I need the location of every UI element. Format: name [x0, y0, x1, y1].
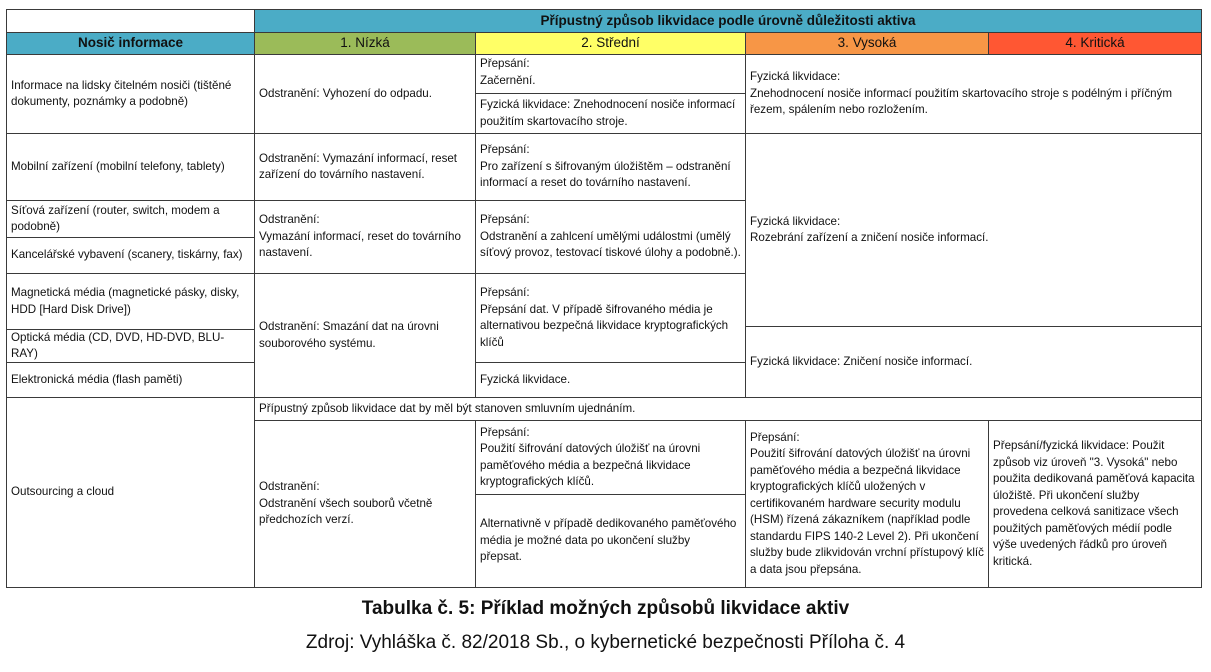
header-blank [6, 9, 255, 33]
mobile-low: Odstranění: Vymazání informací, reset zařízení do továrního nastavení. [254, 133, 476, 201]
mobile-medium: Přepsání: Pro zařízení s šifrovaným úložištěm – odstranění informací a reset do továrního nastavení. [475, 133, 746, 201]
carrier-mobile: Mobilní zařízení (mobilní telefony, tablety) [6, 133, 255, 201]
network-medium: Přepsání: Odstranění a zahlcení umělými událostmi (umělý síťový provoz, testovací tiskové úlohy a podobně.). [475, 200, 746, 274]
header-carrier: Nosič informace [6, 32, 255, 55]
carrier-cloud: Outsourcing a cloud [6, 397, 255, 588]
cloud-critical: Přepsání/fyzická likvidace: Použit způsob viz úroveň "3. Vysoká" nebo použita dedikovaná paměťová kapacita úložiště. Při ukončení služby provedena celková sanitizace všech použitých paměťových médií podle výše uvedených řádků pro úroveň kritická. [988, 420, 1202, 588]
header-level-medium: 2. Střední [475, 32, 746, 55]
header-level-high: 3. Vysoká [745, 32, 989, 55]
table-caption: Tabulka č. 5: Příklad možných způsobů likvidace aktiv [361, 598, 850, 619]
paper-low: Odstranění: Vyhození do odpadu. [254, 54, 476, 134]
cloud-low: Odstranění: Odstranění všech souborů včetně předchozích verzí. [254, 420, 476, 588]
cloud-note: Přípustný způsob likvidace dat by měl být stanoven smluvním ujednáním. [254, 397, 1202, 421]
network-low: Odstranění: Vymazání informací, reset do továrního nastavení. [254, 200, 476, 274]
cloud-medium-encryption: Přepsání: Použití šifrování datových úložišť na úrovni paměťového média a bezpečná likvidace kryptografických klíčů. [475, 420, 746, 495]
carrier-optical: Optická média (CD, DVD, HD-DVD, BLU-RAY) [6, 329, 255, 363]
header-level-low: 1. Nízká [254, 32, 476, 55]
paper-high-critical: Fyzická likvidace: Znehodnocení nosiče informací použitím skartovacího stroje s podélným i příčným řezem, spálením nebo rozložením. [745, 54, 1202, 134]
devices-high-critical: Fyzická likvidace: Rozebrání zařízení a zničení nosiče informací. [745, 133, 1202, 327]
carrier-electronic: Elektronická média (flash paměti) [6, 362, 255, 398]
paper-medium-physical: Fyzická likvidace: Znehodnocení nosiče informací použitím skartovacího stroje. [475, 93, 746, 134]
carrier-office: Kancelářské vybavení (scanery, tiskárny, fax) [6, 237, 255, 274]
header-main-title: Přípustný způsob likvidace podle úrovně důležitosti aktiva [254, 9, 1202, 33]
media-low: Odstranění: Smazání dat na úrovni souborového systému. [254, 273, 476, 398]
media-high-critical: Fyzická likvidace: Zničení nosiče informací. [745, 326, 1202, 398]
electronic-medium: Fyzická likvidace. [475, 362, 746, 398]
carrier-magnetic: Magnetická média (magnetické pásky, disky, HDD [Hard Disk Drive]) [6, 273, 255, 330]
carrier-network: Síťová zařízení (router, switch, modem a podobně) [6, 200, 255, 238]
cloud-high: Přepsání: Použití šifrování datových úložišť na úrovni paměťového média a bezpečná likvidace kryptografických klíčů uložených v certifikovaném hardware security modulu (HSM) řízená zákazníkem (například podle standardu FIPS 140-2 Level 2). Při ukončení služby bude zlikvidován vrchní přístupový klíč a data jsou přepsána. [745, 420, 989, 588]
media-medium: Přepsání: Přepsání dat. V případě šifrovaného média je alternativou bezpečná likvidace kryptografických klíčů [475, 273, 746, 363]
paper-medium-overwrite: Přepsání: Začernění. [475, 54, 746, 94]
table-source: Zdroj: Vyhláška č. 82/2018 Sb., o kybernetické bezpečnosti Příloha č. 4 [305, 632, 906, 653]
header-level-critical: 4. Kritická [988, 32, 1202, 55]
cloud-medium-alternative: Alternativně v případě dedikovaného paměťového média je možné data po ukončení služby přepsat. [475, 494, 746, 588]
carrier-paper: Informace na lidsky čitelném nosiči (tištěné dokumenty, poznámky a podobně) [6, 54, 255, 134]
